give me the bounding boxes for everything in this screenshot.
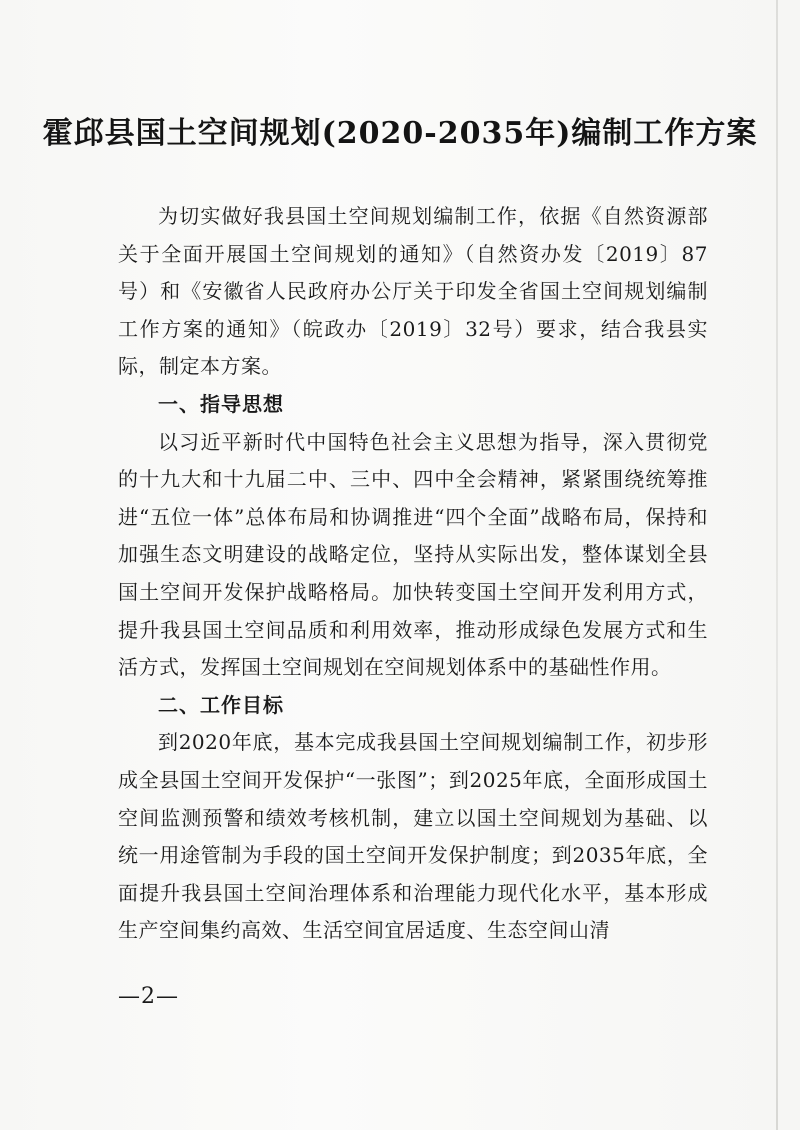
page-edge-divider	[776, 0, 778, 1130]
guiding-ideology-paragraph: 以习近平新时代中国特色社会主义思想为指导，深入贯彻党的十九大和十九届二中、三中、四中全会精神，紧紧围绕统筹推进“五位一体”总体布局和协调推进“四个全面”战略布局，保持和加强生态文明建设的战略定位，坚持从实际出发，整体谋划全县国土空间开发保护战略格局。加快转变国土空间开发利用方式，提升我县国土空间品质和利用效率，推动形成绿色发展方式和生活方式，发挥国土空间规划在空间规划体系中的基础性作用。	[118, 429, 708, 680]
document-body	[118, 198, 708, 950]
document-title: 霍邱县国土空间规划(2020-2035年)编制工作方案	[42, 116, 758, 151]
intro-paragraph: 为切实做好我县国土空间规划编制工作，依据《自然资源部关于全面开展国土空间规划的通知》（自然资办发〔2019〕87号）和《安徽省人民政府办公厅关于印发全省国土空间规划编制工作方案的通知》（皖政办〔2019〕32号）要求，结合我县实际，制定本方案。	[118, 204, 708, 379]
section-heading-guiding-ideology: 一、指导思想	[158, 391, 284, 416]
section-heading-work-goals: 二、工作目标	[158, 692, 284, 717]
work-goals-paragraph: 到2020年底，基本完成我县国土空间规划编制工作，初步形成全县国土空间开发保护“一张图”；到2025年底，全面形成国土空间监测预警和绩效考核机制，建立以国土空间规划为基础、以统一用途管制为手段的国土空间开发保护制度；到2035年底，全面提升我县国土空间治理体系和治理能力现代化水平，基本形成生产空间集约高效、生活空间宜居适度、生态空间山清	[118, 730, 708, 943]
page-number: —2—	[118, 984, 179, 1009]
